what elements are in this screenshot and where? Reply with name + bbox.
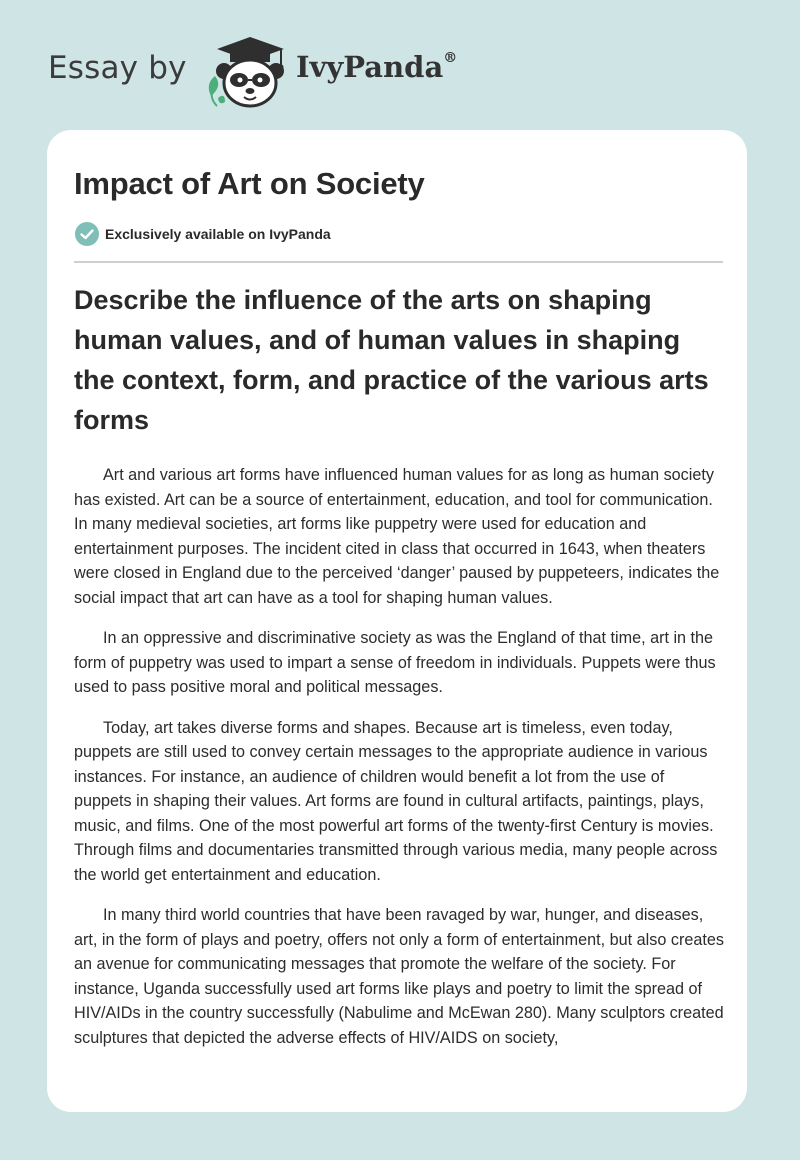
exclusive-badge [74,221,331,247]
site-header [0,0,800,130]
essay-body [74,463,725,1066]
paragraph: In many third world countries that have been ravaged by war, hunger, and diseases, art, in the form of plays and poetry, offers not only a form of entertainment, but also creates an avenue for communicating messages that promote the welfare of the society. For instance, Uganda successfully used art forms like plays and poetry to limit the spread of HIV/AIDs in the country successfully (Nabulime and McEwan 280). Many sculptors created sculptures that depicted the adverse effects of HIV/AIDS on society, [74,906,724,1047]
essay-question-heading: Describe the influence of the arts on shaping human values, and of human values in shaping the context, form, and practice of the various arts forms [74,285,709,435]
paragraph: In an oppressive and discriminative society as was the England of that time, art in the form of puppetry was used to impart a sense of freedom in individuals. Puppets were thus used to pass positive moral and political messages. [74,629,716,696]
essay-card [47,130,747,1112]
essay-by-label: Essay by [48,50,187,86]
divider [74,261,723,263]
brand-name[interactable] [296,50,457,84]
brand-label: IvyPanda [296,50,444,84]
paragraph: Art and various art forms have influenced human values for as long as human society has existed. Art can be a source of entertainment, education, and tool for communication. In many medieval societies, art forms like puppetry were used for education and entertainment purposes. The incident cited in class that occurred in 1643, when theaters were closed in England due to the perceived ‘danger’ paused by puppeteers, indicates the social impact that art can have as a tool for shaping human values. [74,466,720,607]
check-circle-icon [74,221,100,247]
panda-graduation-cap-icon [203,36,297,110]
registered-mark: ® [443,50,458,67]
page-title: Impact of Art on Society [74,166,425,201]
badge-label: Exclusively available on IvyPanda [105,226,331,242]
paragraph: Today, art takes diverse forms and shapes. Because art is timeless, even today, puppets are still used to convey certain messages to the appropriate audience in various instances. For instance, an audience of children would benefit a lot from the use of puppets in shaping their values. Art forms are found in cultural artifacts, paintings, plays, music, and films. One of the most powerful art forms of the twenty-first Century is movies. Through films and documentaries transmitted through various media, many people across the world get entertainment and education. [74,718,718,884]
